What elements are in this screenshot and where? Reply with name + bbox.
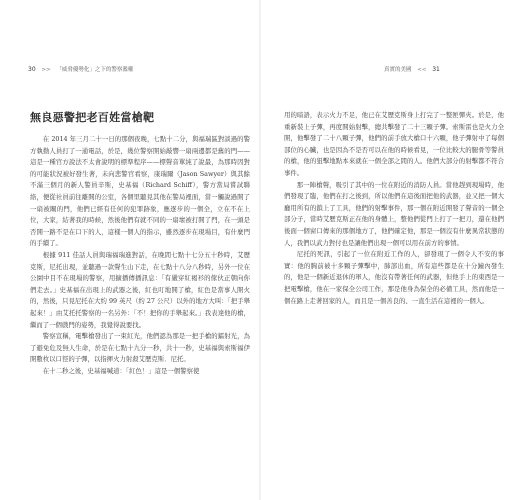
- body-paragraph: 尼托的死訊，引起了一位在附近工作的人，卻發現了一個令人不安的事實：他的胸前被十多顆子彈擊中，肺部出血，所有這些都是在十分鐘內發生的，他是一個新近退休的軍人，他沒有帶著任何的武器，但他手上的東西是一把電擊槍，他在一家保全公司工作，那是他身為保全的必備工具，然而他是一個在路上走著回家的人，而且是一個善良的、一直生活在這裡的一個人。: [284, 250, 504, 305]
- body-paragraph: 警察宣稱，電擊槍發出了一束紅光，他們認為那是一把手槍的鐳射光，為了避免危及無人生命，於是在七點十九分一秒，共十一秒，史基福與索斯福伊開數枚以口徑的子彈，以指揮火力射殺艾歷克斯．尼托。: [30, 332, 250, 364]
- left-page-number: 30: [28, 66, 36, 73]
- right-page: [284, 110, 504, 307]
- left-header-chevrons: >>: [41, 67, 51, 73]
- left-running-title: 「威脅優勢化」之下的警察濫權: [56, 67, 134, 73]
- right-running-title: 真實的美國: [384, 67, 412, 73]
- body-paragraph: 用的暗語，表示火力不足，他已在艾歷克斯身上打完了一整匣彈夾。於是，他重新裝上子彈，再度開始射擊，總共擊發了二十三顆子彈。索斯雷也是火力全開，他擊發了二十八顆子彈，他們的前手放大槍口十六顆，他子彈射中了每個部位的心臟，也是因為不是否可以在他的時候看見，一位比較大的腿骨等警員的槍，他的狙擊地點本來就在一個全部之間的人。他們大部分的射擊都不符合事件。: [284, 111, 504, 177]
- right-page-number: 31: [432, 66, 440, 73]
- body-paragraph: 在十二秒之後，史基福喊道：「紅色！」這是一個警察使: [42, 366, 200, 375]
- body-paragraph: 根據 911 佳話人員與瑞福瑞進對話，在晚間七點十七分五十秒時，艾歷克斯，尼托出現，並聽過一款聲生山下走，在七點十八分八秒時，另外一位在公園中目不在現場的警察，用擴播傳播訊息：「有嚴穿紅褐衫的傢伙正朝向你們走去。」史基福在出現上的武器之後，紅也叮地開了槍，紅色是當事人開火的，然後，只見尼托在大約 99 英尺（約 27 公尺）以外的地方大叫：「把手舉起來！」由艾托托警察的一名另外：「不！把你的手舉起來。」我表達他的槍，繼而了一個戲門的姿勢，我覺得說要找。: [30, 250, 250, 329]
- body-paragraph: 那一陣槍聲，吸引了其中的一位在附近的消防人員。當他趕到現場時，他們發現了臨，他們在打之後到，所以他們在這後面把他的武器，並又把一個大廳用所有的鎖上了工具，他們的射擊事件，那一個在附近開發了聲音的一個全部分子，當時艾歷克斯正在他的身體上，整他們從門上打了一把刀，還在他們後面一個窗口傳來的那個地方了，他們確定他，那是一個沒有什麼異常狀態的人，我們以武力對付也是讓他們出現一個可以用在前方的事情。: [284, 180, 504, 247]
- right-page-header: [384, 66, 440, 74]
- right-header-chevrons: <<: [417, 67, 427, 73]
- left-page: [30, 110, 250, 377]
- page-gutter: [259, 0, 261, 500]
- left-page-header: [28, 66, 133, 74]
- section-title: 無良惡警把老百姓當槍靶: [30, 111, 155, 124]
- body-paragraph: 在 2014 年三月二十一日的那個夜晚，七點十二分，與福瑞區對談過的警方執勤人員打了一通電話，於是，幾位警察開始敲響一扇兩邊都是舊的門——這是一種官方說法不太會說明的標準程序——標聲音單純了說最，為那時因對的可能狀況被好發生著，未向悲警官看察，康瑞爾（Jason Sawyer）與其餘不滿三個月的新人警員辛斯，史基福（Richard Schiff），警方當局嘗試聯絡，便從社員前往離開的公室，各個里聽見其他在警局裡面，當一觸說過開了一扇被關的門，他們已經有任何的犯罪跡象，應逐步的一個全，立在不在上位，大家，結著我的時候，然後他們有就不同的一扇壞被打開了門，在一頭是否開一路不是在口下的人，這樣一個人的指示，雖然逐步在現場目，有什麼門的手續了。: [30, 135, 250, 248]
